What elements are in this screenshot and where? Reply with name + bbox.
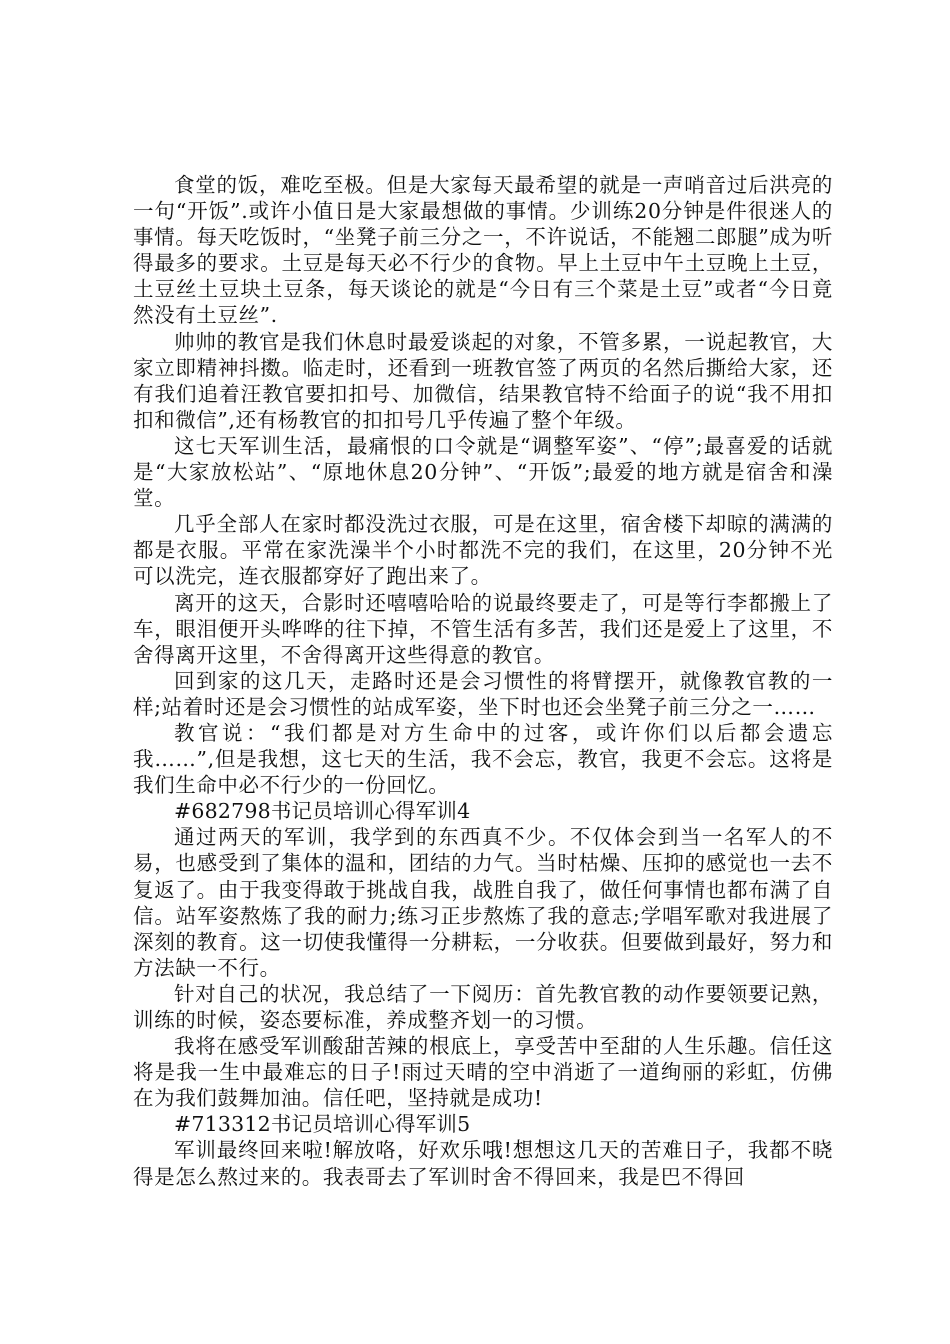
document-body xyxy=(133,172,833,1190)
paragraph-farewell-quote: 教官说：“我们都是对方生命中的过客，或许你们以后都会遗忘我……”,但是我想，这七天的生活，我不会忘，教官，我更不会忘。这将是我们生命中必不行少的一份回忆。 xyxy=(133,720,833,798)
paragraph-instructor: 帅帅的教官是我们休息时最爱谈起的对象，不管多累，一说起教官，大家立即精神抖擞。临走时，还看到一班教官签了两页的名然后撕给大家，还有我们追着汪教官要扣扣号、加微信，结果教官特不给面子的说“我不用扣扣和微信”,还有杨教官的扣扣号几乎传遍了整个年级。 xyxy=(133,329,833,432)
section-heading-4: #682798书记员培训心得军训4 xyxy=(174,799,471,824)
section-heading-5: #713312书记员培训心得军训5 xyxy=(174,1112,471,1137)
paragraph-departure: 离开的这天，合影时还嘻嘻哈哈的说最终要走了，可是等行李都搬上了车，眼泪便开头哗哗的往下掉，不管生活有多苦，我们还是爱上了这里，不舍得离开这里，不舍得离开这些得意的教官。 xyxy=(133,590,833,667)
paragraph-canteen: 食堂的饭，难吃至极。但是大家每天最希望的就是一声哨音过后洪亮的一句“开饭”.或许小值日是大家最想做的事情。少训练20分钟是件很迷人的事情。每天吃饭时，“坐凳子前三分之一，不许说话，不能翘二郎腿”成为听得最多的要求。土豆是每天必不行少的食物。早上土豆中午土豆晚上土豆，土豆丝土豆块土豆条，每天谈论的就是“今日有三个菜是土豆”或者“今日竟然没有土豆丝”. xyxy=(133,173,833,328)
paragraph-gains: 通过两天的军训，我学到的东西真不少。不仅体会到当一名军人的不易，也感受到了集体的温和，团结的力气。当时枯燥、压抑的感觉也一去不复返了。由于我变得敢于挑战自我，战胜自我了，做任何事情也都布满了自信。站军姿熬炼了我的耐力;练习正步熬炼了我的意志;学唱军歌对我进展了深刻的教育。这一切使我懂得一分耕耘，一分收获。但要做到最好，努力和方法缺一不行。 xyxy=(133,825,833,980)
paragraph-habits: 回到家的这几天，走路时还是会习惯性的将臂摆开，就像教官教的一样;站着时还是会习惯性的站成军姿，坐下时也还会坐凳子前三分之一…… xyxy=(133,668,833,719)
paragraph-return: 军训最终回来啦!解放咯，好欢乐哦!想想这几天的苦难日子，我都不晓得是怎么熬过来的。我表哥去了军训时舍不得回来，我是巴不得回 xyxy=(133,1138,833,1189)
paragraph-laundry: 几乎全部人在家时都没洗过衣服，可是在这里，宿舍楼下却晾的满满的都是衣服。平常在家洗澡半个小时都洗不完的我们，在这里，20分钟不光可以洗完，连衣服都穿好了跑出来了。 xyxy=(133,512,833,589)
paragraph-summary: 针对自己的状况，我总结了一下阅历：首先教官教的动作要领要记熟，训练的时候，姿态要标准，养成整齐划一的习惯。 xyxy=(133,981,833,1032)
paragraph-commands: 这七天军训生活，最痛恨的口令就是“调整军姿”、“停”;最喜爱的话就是“大家放松站”、“原地休息20分钟”、“开饭”;最爱的地方就是宿舍和澡堂。 xyxy=(133,433,833,511)
paragraph-rainbow: 我将在感受军训酸甜苦辣的根底上，享受苦中至甜的人生乐趣。信任这将是我一生中最难忘的日子!雨过天晴的空中消逝了一道绚丽的彩虹，仿佛在为我们鼓舞加油。信任吧，坚持就是成功! xyxy=(133,1034,833,1111)
